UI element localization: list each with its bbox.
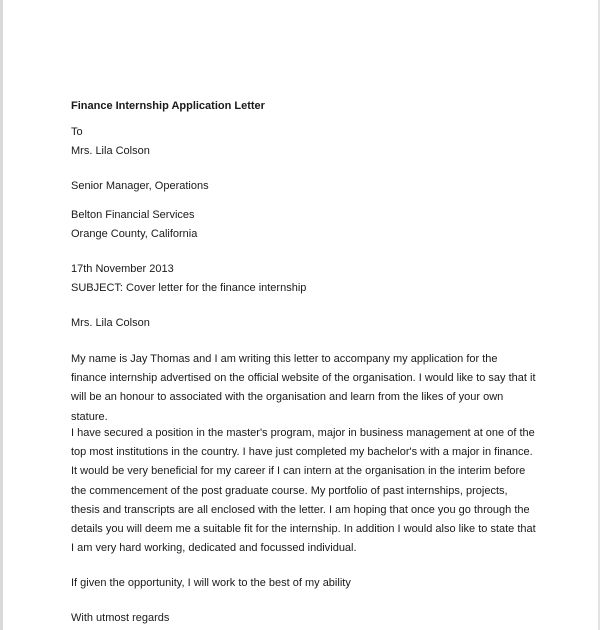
closing: With utmost regards: [71, 612, 170, 624]
paragraph-2: I have secured a position in the master's program, major in business management at one of the top most institutions in the country. I have just completed my bachelor's with a major in finance. It would be very beneficial for my career if I can intern at the organisation in the interim before the commencement of the post graduate course. My portfolio of past internships, projects, thesis and transcripts are all enclosed with the letter. I am hoping that once you go through the details you will deem me a suitable fit for the internship. In addition I would also like to state that I am very hard working, dedicated and focussed individual.: [71, 427, 536, 555]
recipient-name: Mrs. Lila Colson: [71, 145, 150, 157]
company-location: Orange County, California: [71, 228, 198, 240]
salutation: Mrs. Lila Colson: [71, 317, 150, 329]
letter-date: 17th November 2013: [71, 263, 174, 275]
paragraph-1: My name is Jay Thomas and I am writing this letter to accompany my application for the finance internship advertised on the official website of the organisation. I would like to say that it will be an honour to associated with the organisation and learn from the likes of your own stature.: [71, 353, 536, 423]
paragraph-3: If given the opportunity, I will work to the best of my ability: [71, 577, 351, 589]
letter-title: Finance Internship Application Letter: [71, 100, 265, 112]
recipient-title: Senior Manager, Operations: [71, 180, 209, 192]
letter-subject: SUBJECT: Cover letter for the finance internship: [71, 282, 307, 294]
to-label: To: [71, 126, 83, 138]
page-edge-left: [0, 0, 3, 630]
company-name: Belton Financial Services: [71, 209, 195, 221]
